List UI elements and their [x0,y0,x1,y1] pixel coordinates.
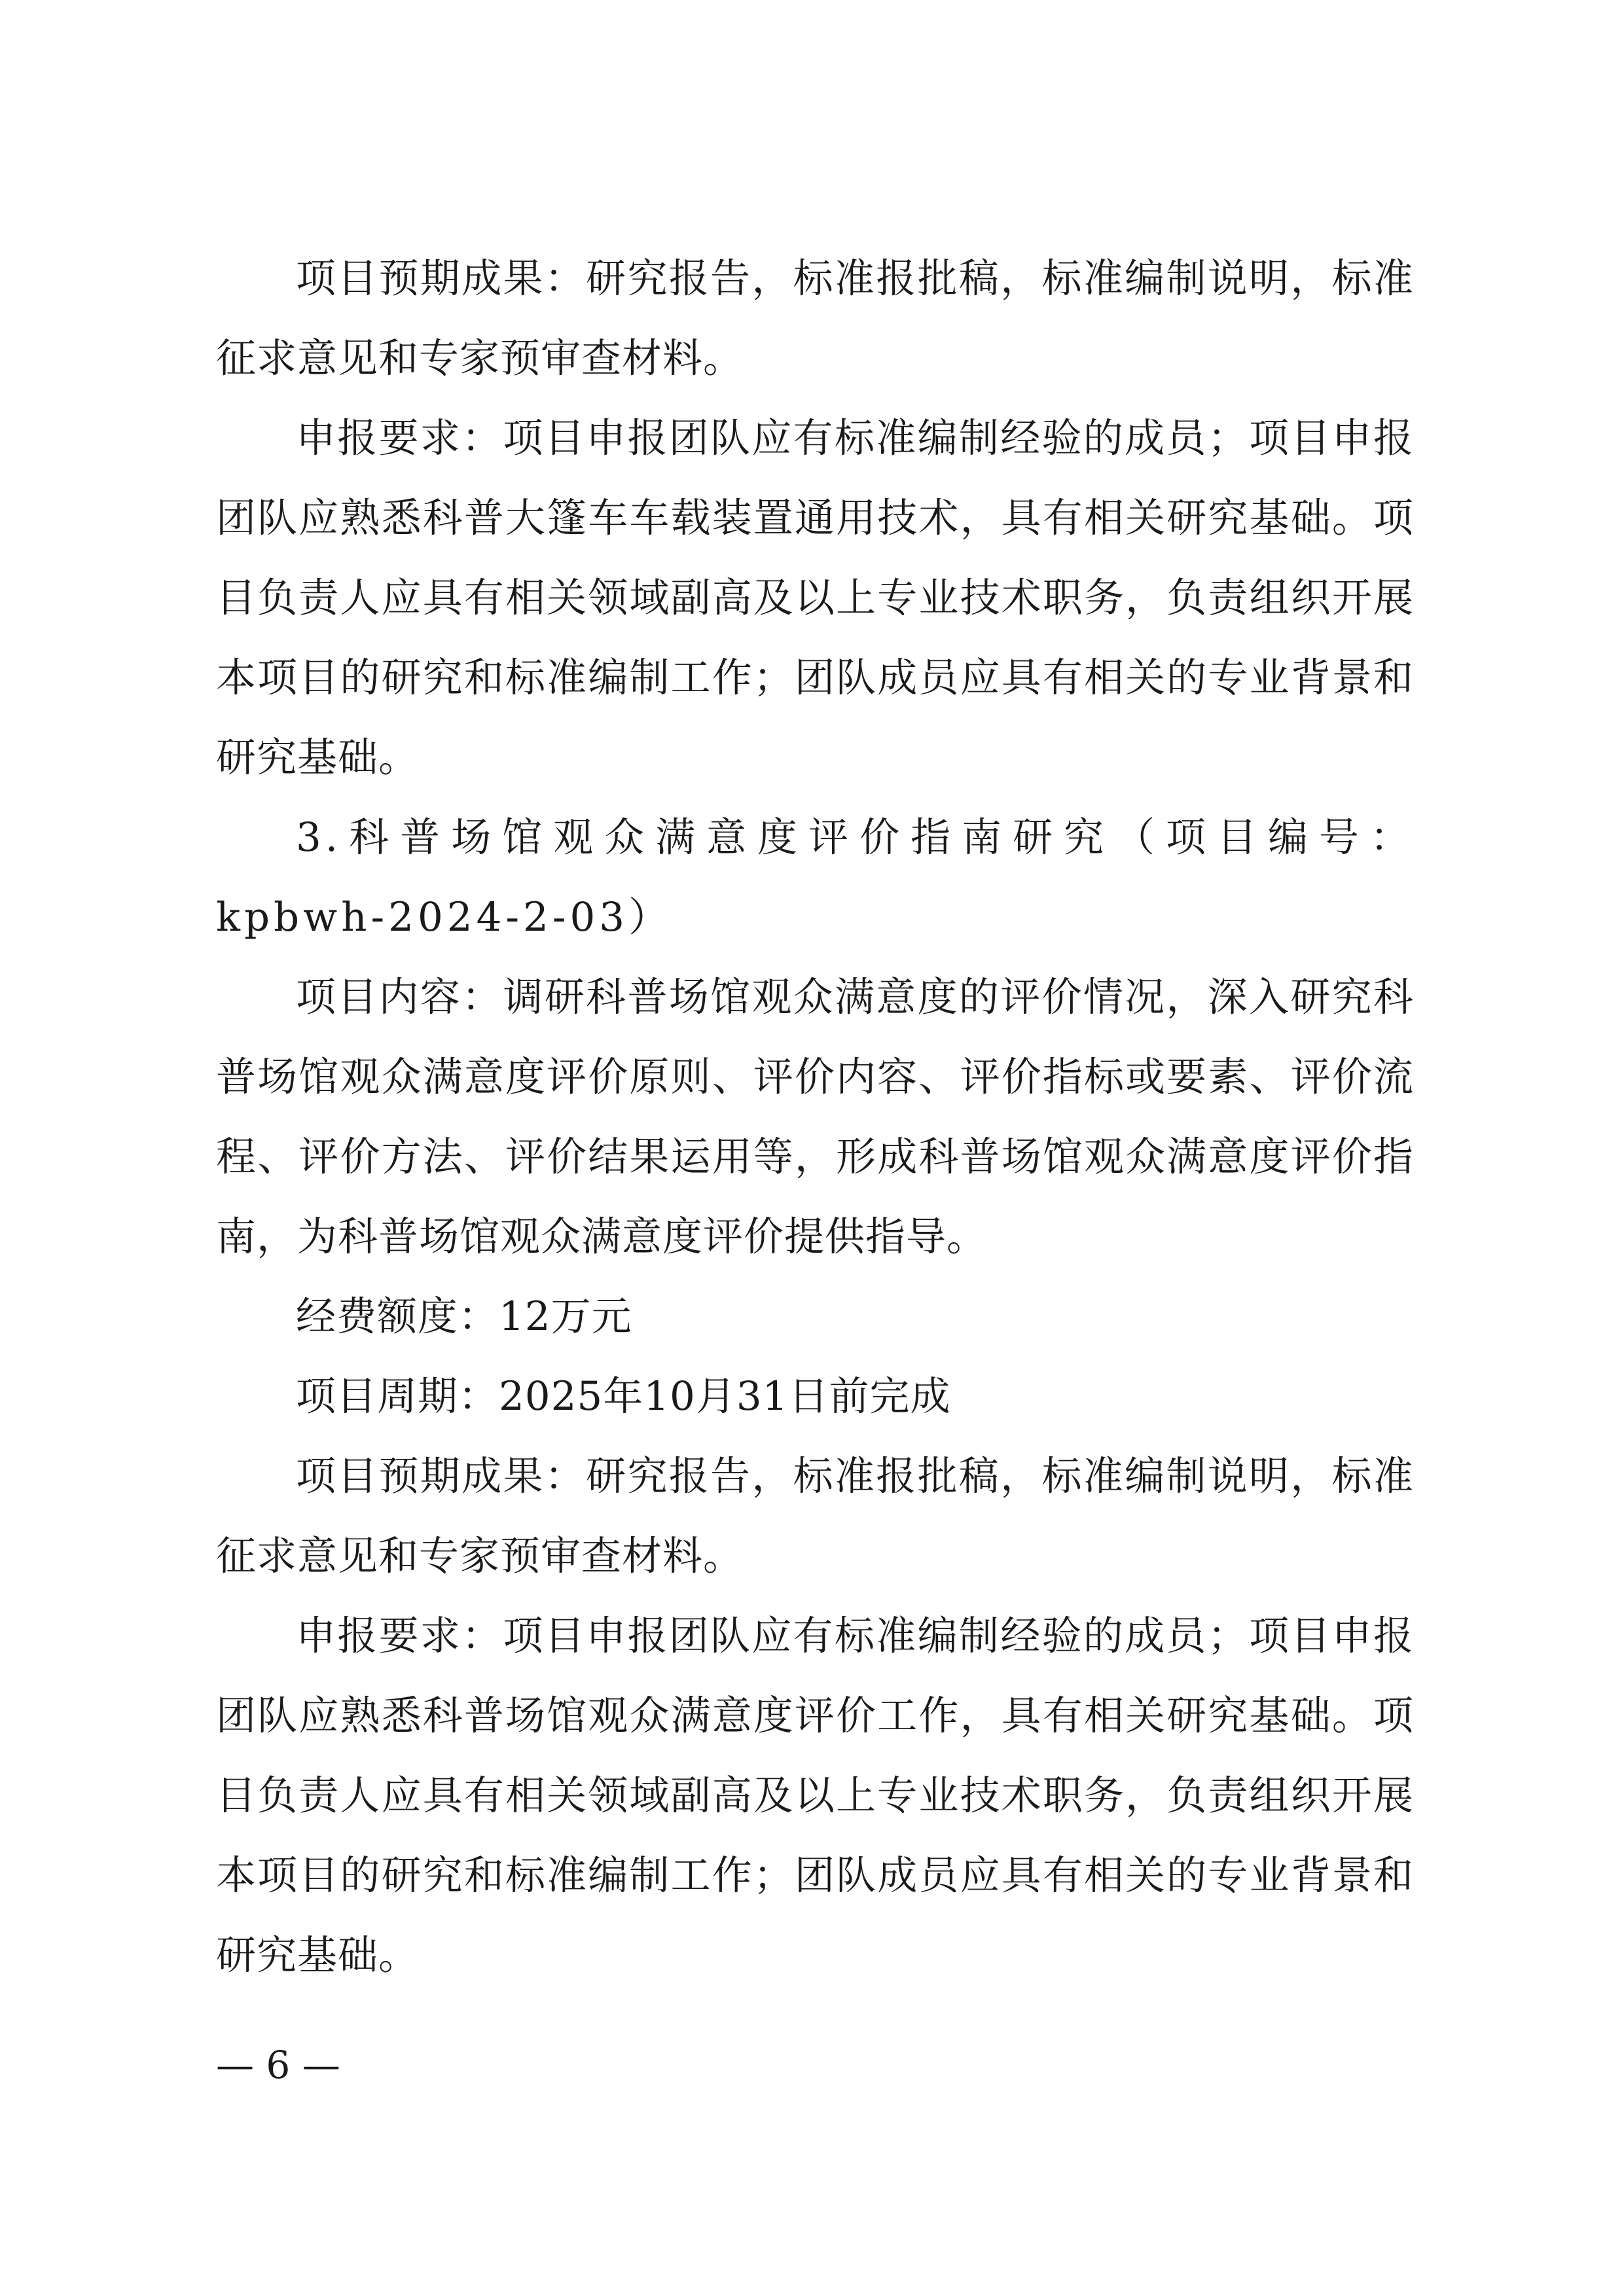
paragraph-requirements-1: 申报要求：项目申报团队应有标准编制经验的成员；项目申报团队应熟悉科普大篷车车载装置通用技术，具有相关研究基础。项目负责人应具有相关领域副高及以上专业技术职务，负责组织开展本项目的研究和标准编制工作；团队成员应具有相关的专业背景和研究基础。 [216,415,1414,781]
page-number: — 6 — [216,2043,340,2087]
paragraph-project-period: 项目周期：2025年10月31日前完成 [296,1373,951,1420]
paragraph-funding: 经费额度：12万元 [296,1293,632,1340]
document-body [216,239,1414,1996]
paragraph-expected-results-2: 项目预期成果：研究报告，标准报批稿，标准编制说明，标准征求意见和专家预审查材料。 [216,1453,1414,1579]
paragraph-expected-results-1: 项目预期成果：研究报告，标准报批稿，标准编制说明，标准征求意见和专家预审查材料。 [216,255,1414,382]
paragraph-requirements-2: 申报要求：项目申报团队应有标准编制经验的成员；项目申报团队应熟悉科普场馆观众满意度评价工作，具有相关研究基础。项目负责人应具有相关领域副高及以上专业技术职务，负责组织开展本项目的研究和标准编制工作；团队成员应具有相关的专业背景和研究基础。 [216,1613,1414,1979]
section-heading-project-3: 3.科普场馆观众满意度评价指南研究（项目编号：kpbwh-2024-2-03） [216,814,1414,941]
paragraph-project-content: 项目内容：调研科普场馆观众满意度的评价情况，深入研究科普场馆观众满意度评价原则、评价内容、评价指标或要素、评价流程、评价方法、评价结果运用等，形成科普场馆观众满意度评价指南，为科普场馆观众满意度评价提供指导。 [216,974,1414,1260]
